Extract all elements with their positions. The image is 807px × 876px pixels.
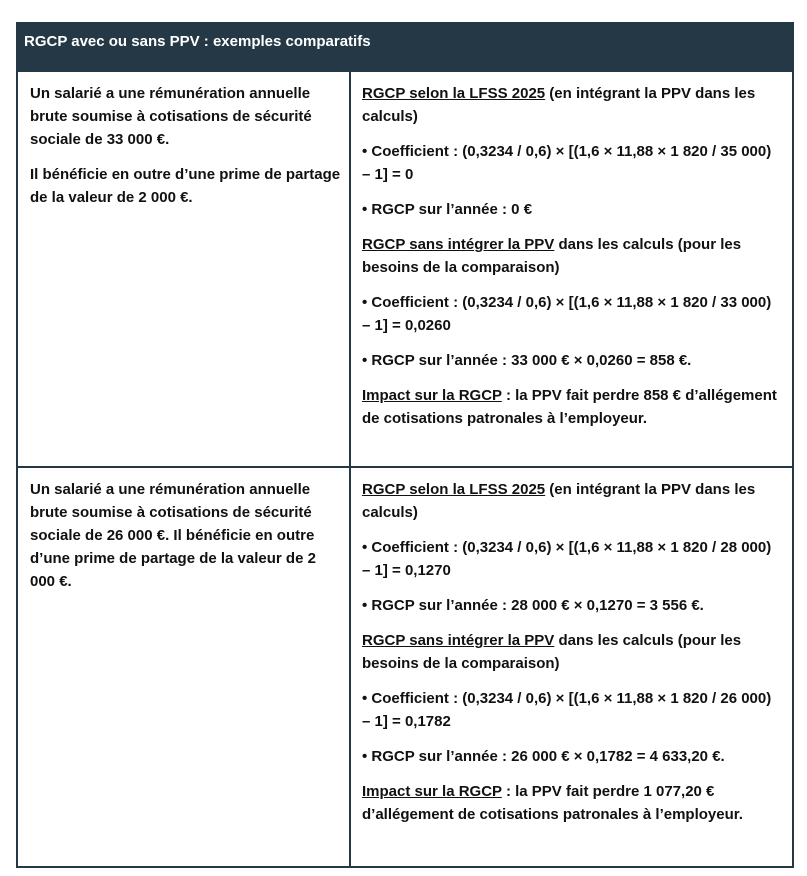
without-ppv-title: RGCP sans intégrer la PPV xyxy=(362,236,555,253)
rgcp-line: • RGCP sur l’année : 28 000 € × 0,1270 = 3 556 €. xyxy=(362,597,704,614)
scenario-cell xyxy=(18,72,351,466)
impact-rest: : la PPV fait perdre 858 € d’allégement de cotisations patronales à l’employeur. xyxy=(362,387,777,427)
rgcp-line: • RGCP sur l’année : 26 000 € × 0,1782 = 4 633,20 €. xyxy=(362,748,725,765)
impact-line xyxy=(362,384,782,430)
calculation-cell xyxy=(351,72,792,466)
table-row xyxy=(16,468,794,868)
table-header xyxy=(16,22,794,72)
coefficient-line: • Coefficient : (0,3234 / 0,6) × [(1,6 × 11,88 × 1 820 / 35 000) – 1] = 0 xyxy=(362,143,772,183)
scenario-text: Un salarié a une rémunération annuelle brute soumise à cotisations de sécurité sociale de 26 000 €. Il bénéficie en outre d’une prime de partage de la valeur de 2 000 €. xyxy=(30,481,316,590)
comparison-table xyxy=(16,22,794,868)
without-ppv-title: RGCP sans intégrer la PPV xyxy=(362,632,555,649)
impact-title: Impact sur la RGCP xyxy=(362,387,502,404)
impact-title: Impact sur la RGCP xyxy=(362,783,502,800)
with-ppv-heading xyxy=(362,478,782,524)
calculation-cell xyxy=(351,468,792,866)
table-row xyxy=(16,72,794,468)
scenario-text: Il bénéficie en outre d’une prime de partage de la valeur de 2 000 €. xyxy=(30,166,341,206)
with-ppv-heading xyxy=(362,82,782,128)
with-ppv-rest: (en intégrant la PPV dans les calculs) xyxy=(362,481,756,521)
without-ppv-heading xyxy=(362,233,782,279)
without-ppv-rest: dans les calculs (pour les besoins de la comparaison) xyxy=(362,632,742,672)
with-ppv-title: RGCP selon la LFSS 2025 xyxy=(362,85,546,102)
impact-rest: : la PPV fait perdre 1 077,20 € d’allégement de cotisations patronales à l’employeur. xyxy=(362,783,743,823)
without-ppv-heading xyxy=(362,629,782,675)
coefficient-line: • Coefficient : (0,3234 / 0,6) × [(1,6 × 11,88 × 1 820 / 33 000) – 1] = 0,0260 xyxy=(362,294,772,334)
with-ppv-title: RGCP selon la LFSS 2025 xyxy=(362,481,546,498)
coefficient-line: • Coefficient : (0,3234 / 0,6) × [(1,6 × 11,88 × 1 820 / 28 000) – 1] = 0,1270 xyxy=(362,539,772,579)
coefficient-line: • Coefficient : (0,3234 / 0,6) × [(1,6 × 11,88 × 1 820 / 26 000) – 1] = 0,1782 xyxy=(362,690,772,730)
scenario-text: Un salarié a une rémunération annuelle brute soumise à cotisations de sécurité sociale de 33 000 €. xyxy=(30,85,312,148)
impact-line xyxy=(362,780,782,826)
table-title: RGCP avec ou sans PPV : exemples comparatifs xyxy=(24,33,371,50)
with-ppv-rest: (en intégrant la PPV dans les calculs) xyxy=(362,85,756,125)
scenario-cell xyxy=(18,468,351,866)
rgcp-line: • RGCP sur l’année : 0 € xyxy=(362,201,533,218)
rgcp-line: • RGCP sur l’année : 33 000 € × 0,0260 = 858 €. xyxy=(362,352,692,369)
without-ppv-rest: dans les calculs (pour les besoins de la comparaison) xyxy=(362,236,742,276)
